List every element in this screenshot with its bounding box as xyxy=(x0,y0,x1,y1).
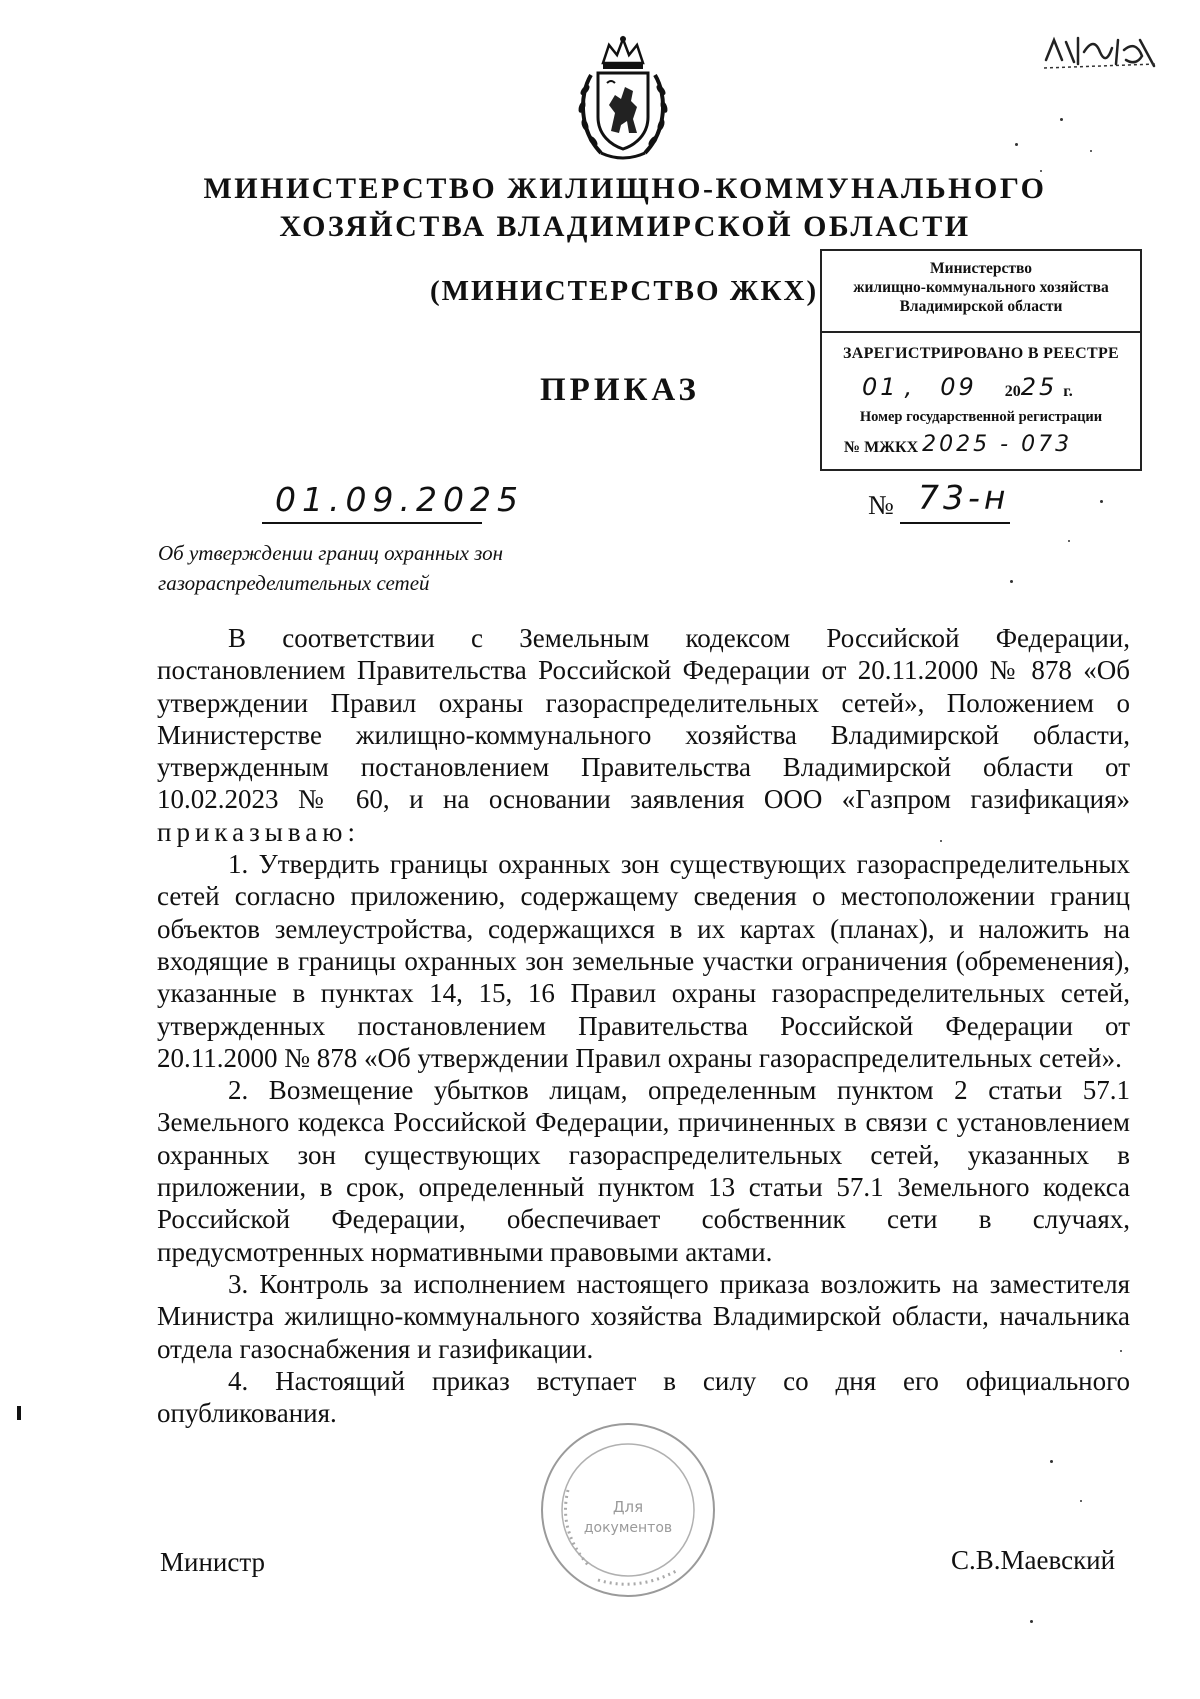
stamp-reg-number-value: 2025 - 073 xyxy=(922,432,1073,457)
document-type-title: ПРИКАЗ xyxy=(540,372,700,408)
stamp-registered-label: ЗАРЕГИСТРИРОВАНО В РЕЕСТРЕ xyxy=(842,345,1119,362)
stamp-org-line1: Министерство xyxy=(930,260,1032,277)
signatory-name: С.В.Маевский xyxy=(951,1545,1116,1575)
stamp-day: 01 xyxy=(862,373,899,401)
scan-edge-mark xyxy=(17,1406,21,1420)
preamble-text: В соответствии с Земельным кодексом Российской Федерации, постановлением Правительства Российской Федерации от 20.11.2000 № 878 «Об утверждении Правил охраны газораспределительных сетей», Положением о Министерстве жилищно-коммунального хозяйства Владимирской области, утвержденным постановлением Правительства Владимирской области от 10.02.2023 № 60, и на основании заявления ООО «Газпром газификация» xyxy=(157,623,1130,815)
stamp-reg-number-prefix: № МЖКХ xyxy=(844,439,919,456)
date-underline xyxy=(262,522,482,524)
order-word: приказываю: xyxy=(157,816,360,847)
coat-of-arms-emblem xyxy=(571,35,675,167)
ministry-title-line1: МИНИСТЕРСТВО ЖИЛИЩНО-КОММУНАЛЬНОГО xyxy=(203,172,1047,205)
signatory-title: Министр xyxy=(160,1547,265,1577)
order-item-2: 2. Возмещение убытков лицам, определенным пунктом 2 статьи 57.1 Земельного кодекса Российской Федерации, причиненных в связи с установлением охранных зон существующих газораспределительных сетей, указанных в приложении, в срок, определенный пунктом 13 статьи 57.1 Земельного кодекса Российской Федерации, обеспечивает собственник сети в случаях, предусмотренных нормативными правовыми актами. xyxy=(157,1075,1130,1267)
registration-stamp xyxy=(820,249,1142,471)
document-number-label: № xyxy=(868,490,894,520)
stamp-registration-date: 01 , 09 20 25 г. xyxy=(862,373,1073,401)
seal-line2: документов xyxy=(583,1520,673,1536)
round-seal-stamp xyxy=(538,1420,718,1600)
ministry-title-line2: ХОЗЯЙСТВА ВЛАДИМИРСКОЙ ОБЛАСТИ xyxy=(279,210,971,243)
stamp-reg-number-label: Номер государственной регистрации xyxy=(859,409,1103,425)
order-item-4: 4. Настоящий приказ вступает в силу со дня его официального опубликования. xyxy=(157,1365,1130,1429)
stamp-reg-number xyxy=(844,432,1140,457)
stamp-year-prefix: 20 xyxy=(1004,383,1021,400)
stamp-organization xyxy=(822,251,1140,333)
stamp-year-suffix: 25 xyxy=(1020,373,1058,401)
preamble-paragraph xyxy=(157,622,1130,848)
handwritten-corner-mark xyxy=(1040,30,1160,74)
number-underline xyxy=(900,522,1010,524)
document-body xyxy=(157,622,1130,1429)
ministry-short-name: (МИНИСТЕРСТВО ЖКХ) xyxy=(430,275,819,307)
stamp-year-end: г. xyxy=(1063,383,1073,400)
document-subject xyxy=(158,538,503,598)
order-item-1: 1. Утвердить границы охранных зон существующих газораспределительных сетей согласно приложению, содержащему сведения о местоположении границ объектов землеустройства, содержащихся в их картах (планах), и наложить на входящие в границы охранных зон земельные участки ограничения (обременения), указанные в пунктах 14, 15, 16 Правил охраны газораспределительных сетей, утвержденных постановлением Правительства Российской Федерации от 20.11.2000 № 878 «Об утверждении Правил охраны газораспределительных сетей». xyxy=(157,849,1130,1073)
subject-line2: газораспределительных сетей xyxy=(158,571,430,595)
stamp-org-line3: Владимирской области xyxy=(899,298,1063,315)
stamp-month: 09 xyxy=(940,373,977,401)
stamp-org-line2: жилищно-коммунального хозяйства xyxy=(853,279,1109,296)
order-item-3: 3. Контроль за исполнением настоящего приказа возложить на заместителя Министра жилищно-коммунального хозяйства Владимирской области, начальника отдела газоснабжения и газификации. xyxy=(157,1268,1130,1364)
document-number: 73-н xyxy=(918,478,1010,517)
document-date: 01.09.2025 xyxy=(275,480,524,519)
seal-line1: Для xyxy=(612,1498,644,1516)
subject-line1: Об утверждении границ охранных зон xyxy=(158,541,504,565)
